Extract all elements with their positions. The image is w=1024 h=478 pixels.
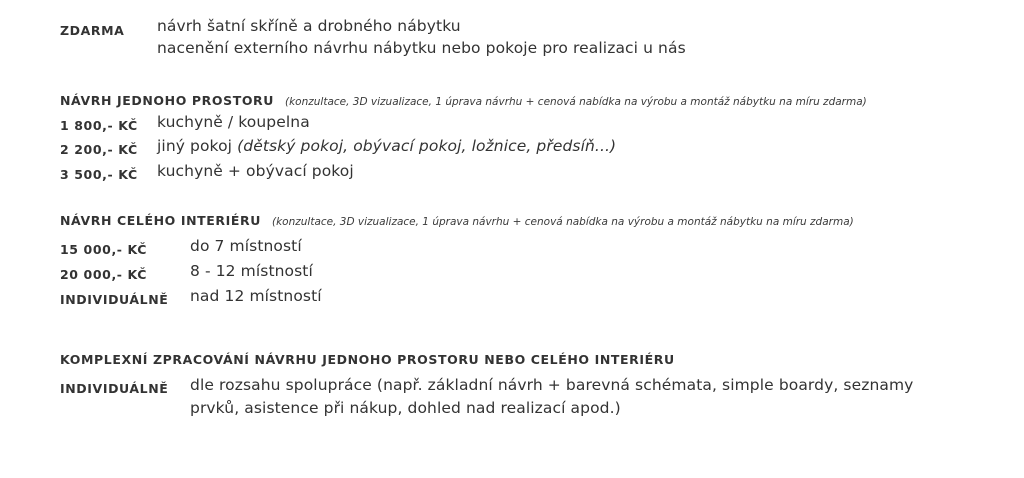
single-room-heading-text: NÁVRH JEDNOHO PROSTORU — [60, 93, 275, 108]
whole-interior-heading-text: NÁVRH CELÉHO INTERIÉRU — [60, 213, 262, 228]
single-room-desc-2-extra: (dětský pokoj, obývací pokoj, ložnice, předsíň...) — [237, 137, 617, 155]
single-room-desc-1: kuchyně / koupelna — [157, 113, 310, 131]
whole-interior-note: (konzultace, 3D vizualizace, 1 úprava návrhu + cenová nabídka na výrobu a montáž nábytku na míru zdarma) — [271, 216, 854, 228]
single-room-desc-2 — [157, 137, 616, 155]
whole-interior-price-1: 15 000,- KČ — [60, 242, 148, 257]
single-room-desc-3: kuchyně + obývací pokoj — [157, 162, 354, 180]
whole-interior-desc-2: 8 - 12 místností — [190, 262, 313, 280]
whole-interior-price-2: 20 000,- KČ — [60, 267, 148, 282]
whole-interior-desc-3: nad 12 místností — [190, 287, 322, 305]
whole-interior-heading — [60, 213, 854, 228]
single-room-desc-2-main: jiný pokoj — [157, 137, 238, 155]
single-room-price-1: 1 800,- KČ — [60, 118, 138, 133]
complex-heading: KOMPLEXNÍ ZPRACOVÁNÍ NÁVRHU JEDNOHO PROSTORU NEBO CELÉHO INTERIÉRU — [60, 352, 675, 367]
complex-price: INDIVIDUÁLNĚ — [60, 381, 169, 396]
single-room-heading — [60, 93, 867, 108]
single-room-price-2: 2 200,- KČ — [60, 142, 138, 157]
whole-interior-desc-1: do 7 místností — [190, 237, 302, 255]
free-line-1: návrh šatní skříně a drobného nábytku — [157, 17, 461, 35]
single-room-note: (konzultace, 3D vizualizace, 1 úprava návrhu + cenová nabídka na výrobu a montáž nábytku na míru zdarma) — [285, 96, 867, 108]
single-room-price-3: 3 500,- KČ — [60, 167, 138, 182]
free-label: ZDARMA — [60, 23, 125, 38]
whole-interior-price-3: INDIVIDUÁLNĚ — [60, 292, 169, 307]
free-line-2: nacenění externího návrhu nábytku nebo pokoje pro realizaci u nás — [157, 39, 686, 57]
complex-line-1: dle rozsahu spolupráce (např. základní návrh + barevná schémata, simple boardy, seznamy — [190, 376, 914, 394]
complex-line-2: prvků, asistence při nákup, dohled nad realizací apod.) — [190, 399, 621, 417]
